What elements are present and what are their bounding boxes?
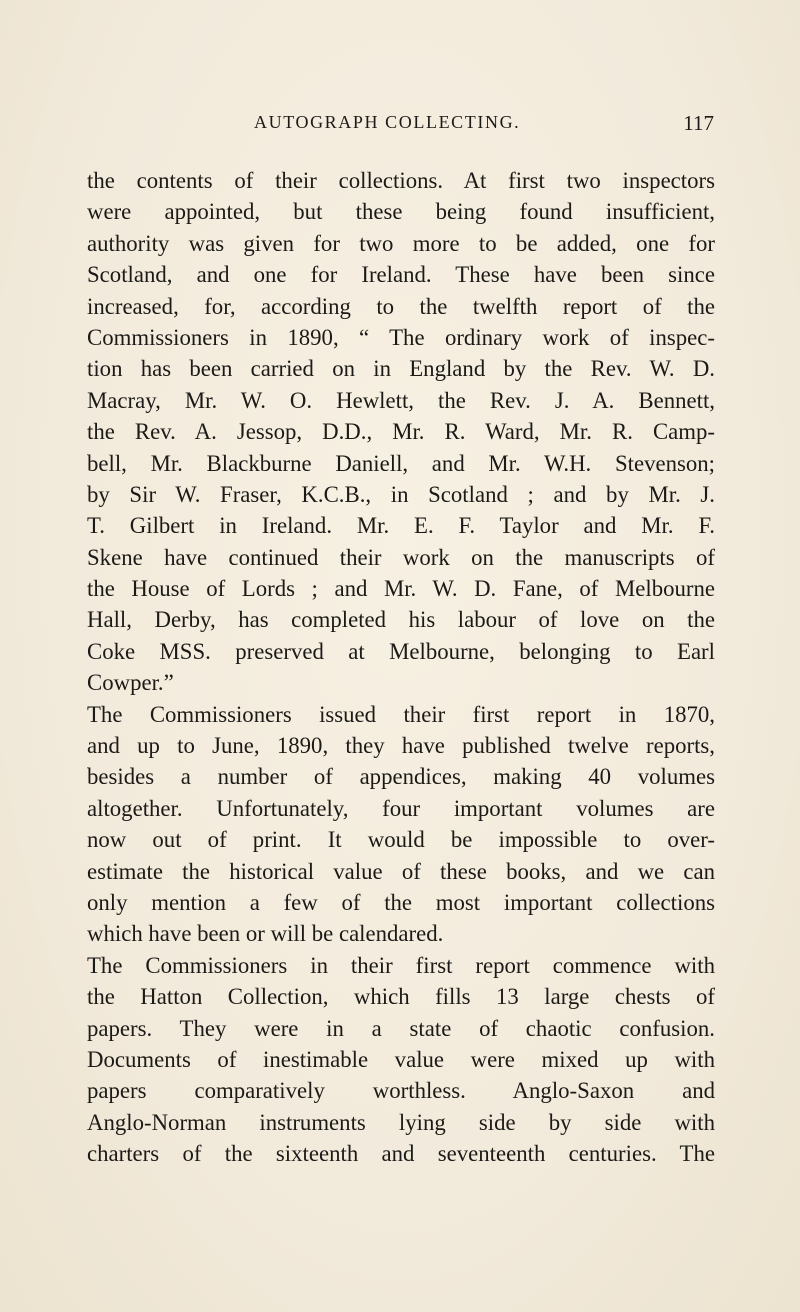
text-line: bell, Mr. Blackburne Daniell, and Mr. W.H. Stevenson;: [87, 450, 715, 476]
text-line: the Hatton Collection, which fills 13 large chests of: [87, 984, 715, 1010]
body-text: [87, 165, 715, 1170]
text-line: which have been or will be calendared.: [87, 921, 444, 947]
text-line: the Rev. A. Jessop, D.D., Mr. R. Ward, Mr. R. Camp-: [87, 419, 715, 445]
text-line: Commissioners in 1890, “ The ordinary work of inspec-: [87, 324, 715, 350]
text-line: authority was given for two more to be added, one for: [87, 230, 715, 256]
text-line: Anglo-Norman instruments lying side by side with: [87, 1109, 715, 1135]
text-line: Scotland, and one for Ireland. These have been since: [87, 262, 715, 288]
text-line: estimate the historical value of these books, and we can: [87, 858, 715, 884]
text-line: Documents of inestimable value were mixed up with: [87, 1046, 715, 1072]
text-line: were appointed, but these being found insufficient,: [87, 199, 715, 225]
text-line: Skene have continued their work on the manuscripts of: [87, 544, 715, 570]
text-line: Macray, Mr. W. O. Hewlett, the Rev. J. A. Bennett,: [87, 387, 715, 413]
text-line: charters of the sixteenth and seventeenth centuries. The: [87, 1141, 715, 1167]
text-line: papers comparatively worthless. Anglo-Saxon and: [87, 1078, 715, 1104]
text-line: Hall, Derby, has completed his labour of love on the: [87, 607, 715, 633]
text-line: besides a number of appendices, making 40 volumes: [87, 764, 715, 790]
text-line: now out of print. It would be impossible to over-: [87, 827, 715, 853]
text-line: Coke MSS. preserved at Melbourne, belonging to Earl: [87, 638, 715, 664]
text-line: altogether. Unfortunately, four important volumes are: [87, 795, 715, 821]
page-number: 117: [683, 111, 714, 135]
text-line: Cowper.”: [87, 670, 174, 696]
text-line: The Commissioners issued their first report in 1870,: [87, 701, 715, 727]
running-head: [254, 112, 714, 142]
text-line: and up to June, 1890, they have published twelve reports,: [87, 733, 715, 759]
running-title: AUTOGRAPH COLLECTING.: [254, 112, 521, 132]
text-line: by Sir W. Fraser, K.C.B., in Scotland ; and by Mr. J.: [87, 481, 715, 507]
text-line: tion has been carried on in England by the Rev. W. D.: [87, 356, 715, 382]
text-line: only mention a few of the most important collections: [87, 889, 715, 915]
text-line: the contents of their collections. At first two inspectors: [87, 168, 715, 193]
text-line: papers. They were in a state of chaotic confusion.: [87, 1015, 715, 1041]
text-line: T. Gilbert in Ireland. Mr. E. F. Taylor and Mr. F.: [87, 513, 715, 539]
text-line: The Commissioners in their first report commence with: [87, 952, 715, 978]
text-line: increased, for, according to the twelfth report of the: [87, 293, 715, 319]
text-line: the House of Lords ; and Mr. W. D. Fane, of Melbourne: [87, 576, 715, 602]
